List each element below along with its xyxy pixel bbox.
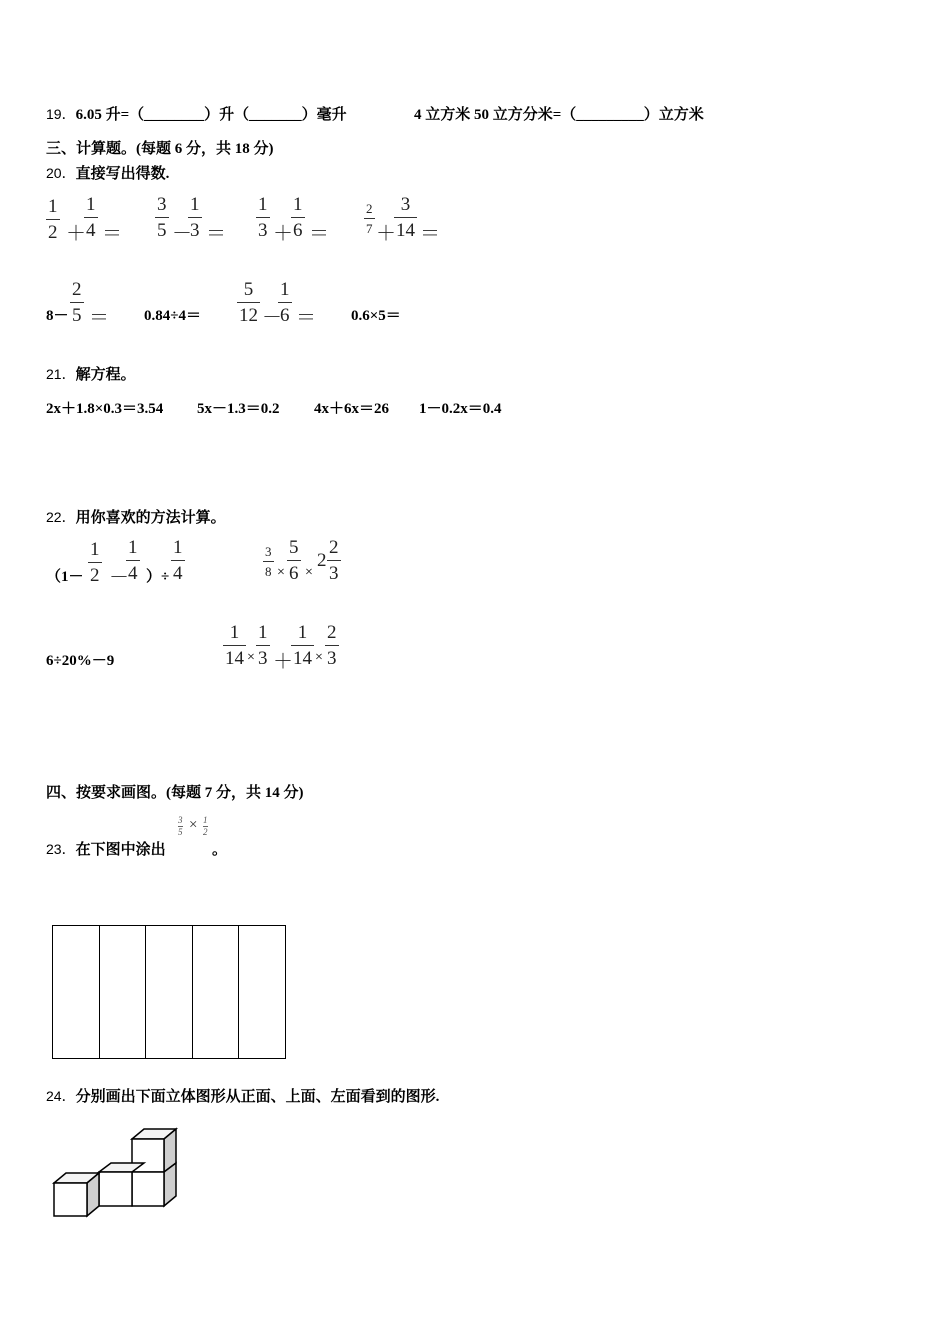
q20-r1-e1-op: ＋: [66, 221, 86, 245]
q19-part2: 4 立方米 50 立方分米=（_________）立方米: [414, 107, 704, 123]
q20-r2-e1-eq: ＝: [89, 305, 109, 329]
q20-r2-e2: 0.84÷4＝: [144, 308, 201, 324]
q23-title: 在下图中涂出: [75, 842, 166, 858]
q24-heading: [46, 1085, 439, 1106]
q20-r1-e4-frac-a: 2 7: [366, 201, 373, 236]
q20-r1-e4-frac-b: 3 14: [396, 194, 415, 241]
q20-r1-e1-frac-a: 1 2: [48, 196, 58, 243]
q21-title: 解方程。: [75, 367, 136, 383]
q22-e2-whole: 2: [317, 550, 327, 571]
grid-cell: [53, 926, 100, 1058]
q22-e1-open: （1－: [46, 569, 84, 585]
q23-op: ×: [189, 817, 198, 833]
q22-e3: 6÷20%－9: [46, 653, 115, 669]
q23-number: 23．: [46, 841, 76, 857]
q20-title: 直接写出得数.: [75, 166, 170, 182]
q20-r1-e2-eq: ＝: [206, 221, 226, 245]
q22-e4-frac-a: 1 14: [225, 622, 244, 669]
q22-e1-op: －: [109, 565, 129, 589]
q22-e2-frac-b: 5 6: [289, 537, 299, 584]
grid-cell: [193, 926, 240, 1058]
q24-title: 分别画出下面立体图形从正面、上面、左面看到的图形.: [75, 1089, 440, 1105]
q20-r1-e1-frac-b: 1 4: [86, 194, 96, 241]
q24-number: 24．: [46, 1088, 76, 1104]
q21-equation-2: 5x－1.3＝0.2: [197, 401, 280, 417]
q22-e1-frac-c: 1 4: [173, 537, 183, 584]
q23-frac-a: 3 5: [178, 815, 183, 837]
q22-e1-close: ）÷: [146, 569, 170, 585]
section3-title: 三、计算题。(每题 6 分，共 18 分): [46, 141, 274, 157]
q22-title: 用你喜欢的方法计算。: [75, 510, 226, 526]
cube-front-left: [54, 1173, 99, 1216]
q22-number: 22．: [46, 509, 76, 525]
q20-heading: [46, 162, 169, 183]
q21-equation-4: 1－0.2x＝0.4: [419, 401, 502, 417]
q22-e2-x1: ×: [277, 565, 285, 580]
q20-number: 20．: [46, 165, 76, 181]
q23-rectangle-grid: [52, 925, 286, 1059]
q20-r2-e3-eq: ＝: [296, 305, 316, 329]
q20-r1-e1-eq: ＝: [102, 221, 122, 245]
q23-end: 。: [212, 842, 228, 858]
q22-e4-frac-d: 2 3: [327, 622, 337, 669]
q21-equation-1: 2x＋1.8×0.3＝3.54: [46, 401, 164, 417]
q22-e2-frac-c: 2 3: [329, 537, 339, 584]
section4-title: 四、按要求画图。(每题 7 分，共 14 分): [46, 785, 304, 801]
q21-equation-3: 4x＋6x＝26: [314, 401, 390, 417]
q20-r1-e4-op: ＋: [376, 221, 396, 245]
q20-r1-e3-frac-a: 1 3: [258, 194, 268, 241]
q19-line: [46, 103, 347, 124]
q20-r2-e4: 0.6×5＝: [351, 308, 401, 324]
q22-e1-frac-b: 1 4: [128, 537, 138, 584]
q22-heading: [46, 506, 226, 527]
q23-heading: [46, 838, 166, 859]
q22-e4-plus: ＋: [273, 649, 293, 673]
grid-cell: [239, 926, 285, 1058]
q19-part1: 6.05 升=（________）升（_______）毫升: [75, 107, 347, 123]
q22-e4-frac-b: 1 3: [258, 622, 268, 669]
q20-r1-e3-eq: ＝: [309, 221, 329, 245]
q20-r1-e2-frac-a: 3 5: [157, 194, 167, 241]
q20-r1-e2-frac-b: 1 3: [190, 194, 200, 241]
q20-r1-e4-eq: ＝: [420, 221, 440, 245]
q21-number: 21．: [46, 366, 76, 382]
q20-r1-e2-op: －: [172, 221, 192, 245]
q20-r2-e1-lead: 8－: [46, 308, 69, 324]
q22-e2-x2: ×: [305, 565, 313, 580]
q22-e4-frac-c: 1 14: [293, 622, 312, 669]
grid-cell: [146, 926, 193, 1058]
q23-frac-b: 1 2: [203, 815, 208, 837]
q20-r2-e1-frac: 2 5: [72, 279, 82, 326]
q22-e4-x2: ×: [315, 650, 323, 665]
q20-r2-e3-op: －: [262, 305, 282, 329]
q21-heading: [46, 363, 136, 384]
q24-cube-figure: [50, 1126, 180, 1221]
q20-r2-e3-frac-a: 5 12: [239, 279, 258, 326]
q19-number: 19．: [46, 106, 76, 122]
q20-r2-e3-frac-b: 1 6: [280, 279, 290, 326]
q20-r1-e3-op: ＋: [273, 221, 293, 245]
grid-cell: [100, 926, 147, 1058]
q22-e4-x1: ×: [247, 650, 255, 665]
q22-e2-frac-a: 3 8: [265, 544, 272, 579]
q22-e1-frac-a: 1 2: [90, 539, 100, 586]
q20-r1-e3-frac-b: 1 6: [293, 194, 303, 241]
